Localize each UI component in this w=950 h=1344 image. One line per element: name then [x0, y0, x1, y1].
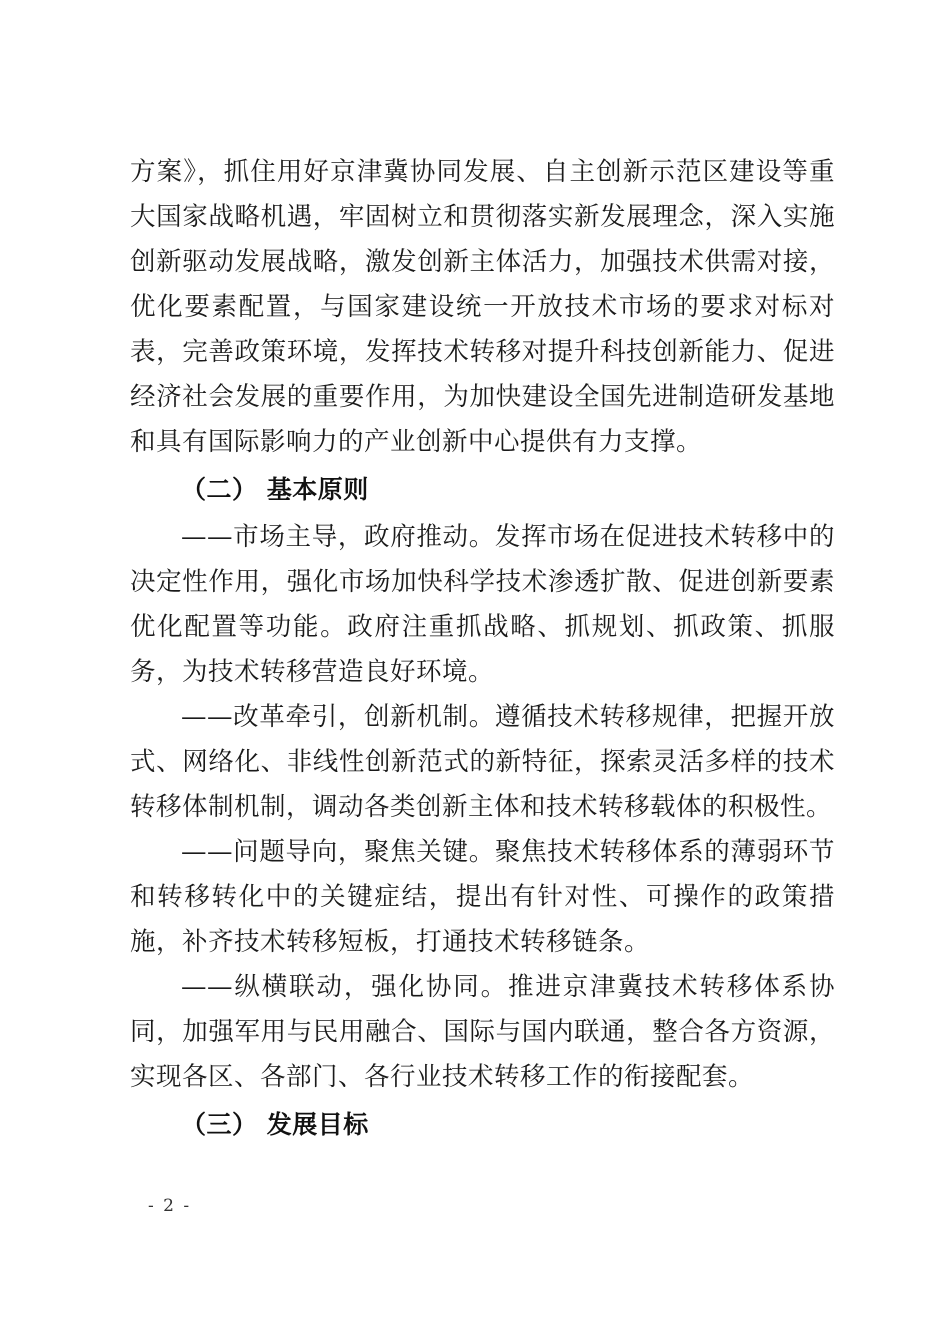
section-heading: （三） 发展目标 [181, 1110, 369, 1139]
body-paragraph: ——改革牵引，创新机制。遵循技术转移规律，把握开放式、网络化、非线性创新范式的新特征，探索灵活多样的技术转移体制机制，调动各类创新主体和技术转移载体的积极性。 [130, 702, 835, 822]
body-paragraph: ——问题导向，聚焦关键。聚焦技术转移体系的薄弱环节和转移转化中的关键症结，提出有针对性、可操作的政策措施，补齐技术转移短板，打通技术转移链条。 [130, 837, 835, 957]
document-body [130, 150, 835, 1150]
body-paragraph: ——纵横联动，强化协同。推进京津冀技术转移体系协同，加强军用与民用融合、国际与国内联通，整合各方资源，实现各区、各部门、各行业技术转移工作的衔接配套。 [130, 972, 835, 1092]
page-number: - 2 - [148, 1196, 192, 1216]
section-heading: （二） 基本原则 [181, 475, 369, 504]
body-paragraph: ——市场主导，政府推动。发挥市场在促进技术转移中的决定性作用，强化市场加快科学技术渗透扩散、促进创新要素优化配置等功能。政府注重抓战略、抓规划、抓政策、抓服务，为技术转移营造良好环境。 [130, 522, 835, 687]
body-paragraph: 方案》，抓住用好京津冀协同发展、自主创新示范区建设等重大国家战略机遇，牢固树立和贯彻落实新发展理念，深入实施创新驱动发展战略，激发创新主体活力，加强技术供需对接，优化要素配置，与国家建设统一开放技术市场的要求对标对表，完善政策环境，发挥技术转移对提升科技创新能力、促进经济社会发展的重要作用，为加快建设全国先进制造研发基地和具有国际影响力的产业创新中心提供有力支撑。 [130, 157, 835, 457]
